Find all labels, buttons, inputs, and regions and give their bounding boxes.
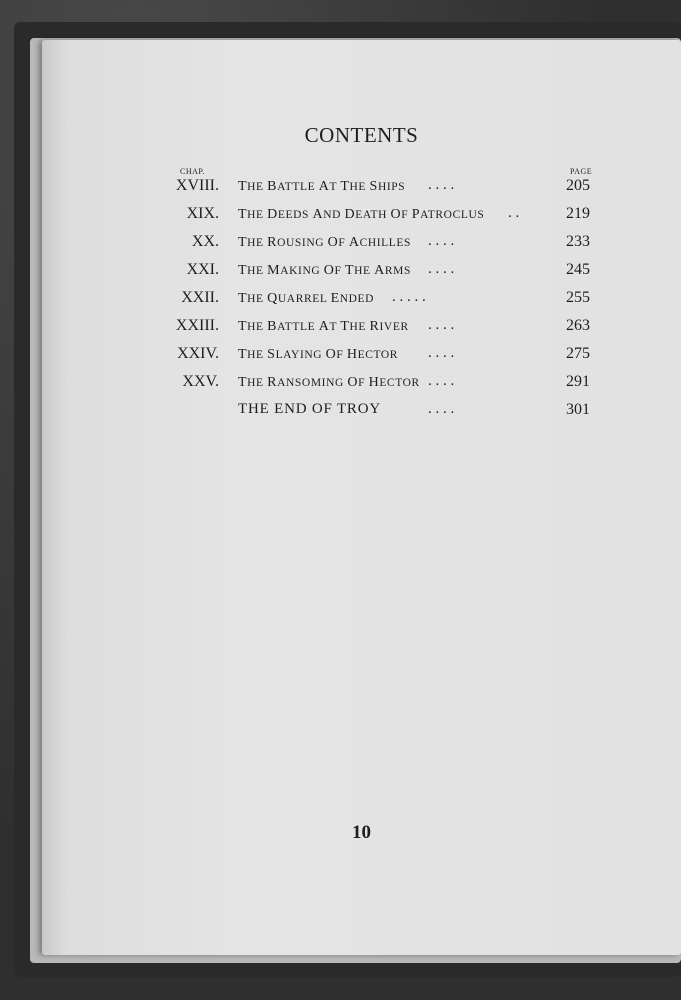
chapter-number: XVIII. bbox=[175, 177, 219, 194]
book-page bbox=[42, 40, 681, 955]
chapter-title: THE SLAYING OF HECTOR bbox=[238, 347, 399, 362]
contents-title: CONTENTS bbox=[304, 123, 419, 147]
page-number: 233 bbox=[566, 233, 590, 250]
page-number: 301 bbox=[566, 401, 590, 418]
leader-dots: . . . . bbox=[428, 233, 455, 249]
page-number: 291 bbox=[566, 373, 590, 390]
toc-entry bbox=[42, 233, 681, 261]
page-number: 275 bbox=[566, 345, 590, 362]
leader-dots: . . bbox=[508, 205, 520, 221]
toc-entry bbox=[42, 373, 681, 401]
toc-entry bbox=[42, 177, 681, 205]
page-number: 255 bbox=[566, 289, 590, 306]
leader-dots: . . . . bbox=[428, 317, 455, 333]
chapter-title: THE END OF TROY bbox=[238, 401, 381, 417]
chapter-title: THE BATTLE AT THE RIVER bbox=[238, 319, 409, 334]
chapter-number: XXII. bbox=[181, 289, 219, 306]
leader-dots: . . . . bbox=[428, 401, 455, 417]
toc-entry bbox=[42, 401, 681, 429]
chapter-title: THE RANSOMING OF HECTOR bbox=[238, 375, 420, 390]
page-folio: 10 bbox=[352, 822, 371, 843]
leader-dots: . . . . bbox=[428, 261, 455, 277]
chapter-number: XXI. bbox=[186, 261, 219, 278]
toc-entry bbox=[42, 289, 681, 317]
page-number: 245 bbox=[566, 261, 590, 278]
chapter-title: THE ROUSING OF ACHILLES bbox=[238, 235, 412, 250]
toc-entry bbox=[42, 317, 681, 345]
leader-dots: . . . . bbox=[428, 373, 455, 389]
chapter-number: XX. bbox=[191, 233, 219, 250]
page-number: 205 bbox=[566, 177, 590, 194]
page-number: 263 bbox=[566, 317, 590, 334]
chapter-number: XXV. bbox=[182, 373, 219, 390]
page-column-label: PAGE bbox=[570, 167, 593, 176]
chapter-number: XXIII. bbox=[175, 317, 219, 334]
leader-dots: . . . . . bbox=[392, 289, 426, 305]
chapter-number: XXIV. bbox=[177, 345, 219, 362]
chapter-number: XIX. bbox=[186, 205, 219, 222]
page-number: 219 bbox=[566, 205, 590, 222]
toc-entry bbox=[42, 205, 681, 233]
toc-entry bbox=[42, 261, 681, 289]
leader-dots: . . . . bbox=[428, 177, 455, 193]
chapter-title: THE MAKING OF THE ARMS bbox=[238, 263, 411, 278]
chapter-title: THE QUARREL ENDED bbox=[238, 291, 375, 306]
toc-entry bbox=[42, 345, 681, 373]
leader-dots: . . . . bbox=[428, 345, 455, 361]
chap-column-label: CHAP. bbox=[180, 167, 205, 176]
chapter-title: THE DEEDS AND DEATH OF PATROCLUS bbox=[238, 207, 485, 222]
chapter-title: THE BATTLE AT THE SHIPS bbox=[238, 179, 406, 194]
